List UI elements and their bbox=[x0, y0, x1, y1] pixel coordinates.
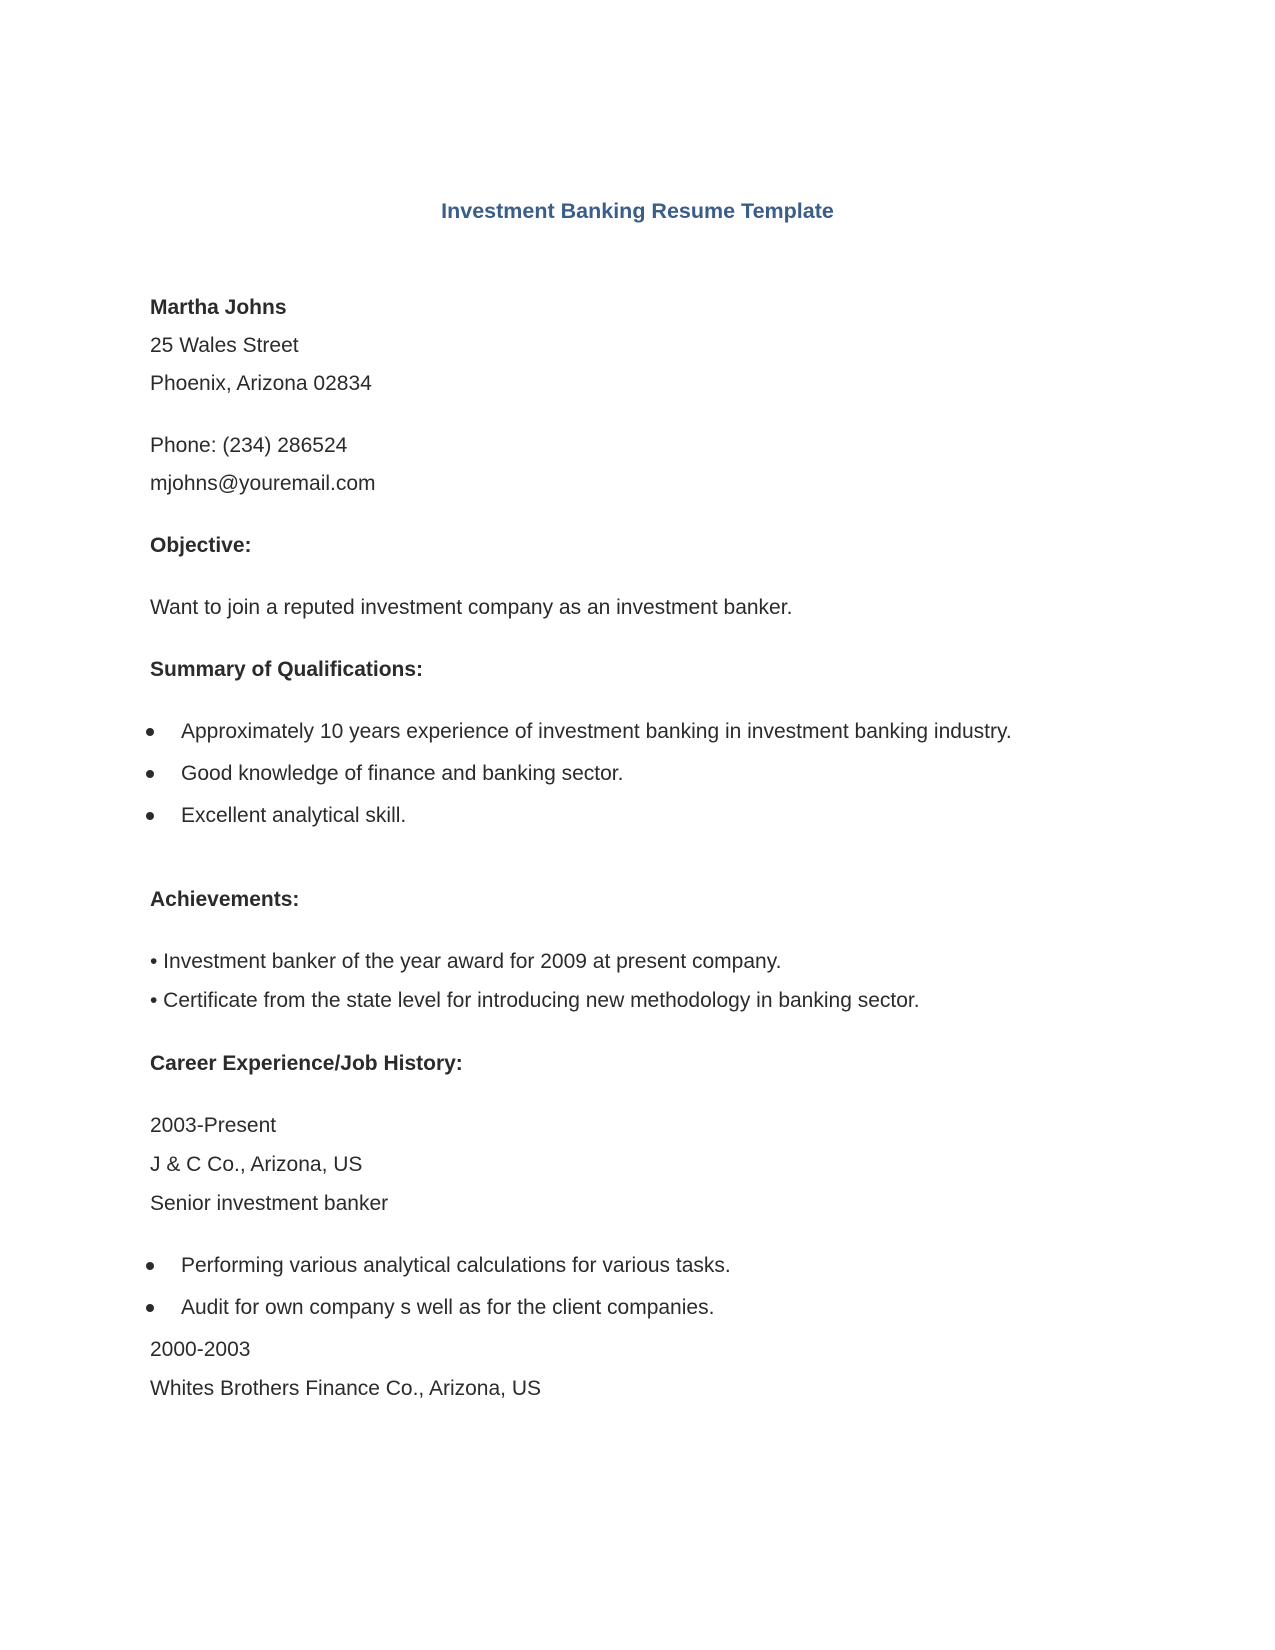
bullet-icon bbox=[146, 770, 154, 778]
qualification-item: Excellent analytical skill. bbox=[181, 804, 407, 827]
objective-text: Want to join a reputed investment company as an investment banker. bbox=[150, 596, 793, 619]
achievement-item: • Investment banker of the year award for 2009 at present company. bbox=[150, 950, 782, 973]
job-role: Senior investment banker bbox=[150, 1192, 389, 1215]
job-period: 2000-2003 bbox=[150, 1338, 251, 1361]
job-company: Whites Brothers Finance Co., Arizona, US bbox=[150, 1377, 541, 1400]
qualification-item: Good knowledge of finance and banking sector. bbox=[181, 762, 624, 785]
qualifications-heading: Summary of Qualifications: bbox=[150, 658, 424, 681]
career-heading: Career Experience/Job History: bbox=[150, 1052, 463, 1075]
objective-heading: Objective: bbox=[150, 534, 252, 557]
job-duty: Performing various analytical calculations for various tasks. bbox=[181, 1254, 731, 1277]
job-company: J & C Co., Arizona, US bbox=[150, 1153, 363, 1176]
achievements-heading: Achievements: bbox=[150, 888, 300, 911]
email-address: mjohns@youremail.com bbox=[150, 472, 376, 495]
address-street: 25 Wales Street bbox=[150, 334, 299, 357]
candidate-name: Martha Johns bbox=[150, 296, 287, 319]
bullet-icon bbox=[146, 812, 154, 820]
job-period: 2003-Present bbox=[150, 1114, 277, 1137]
achievement-item: • Certificate from the state level for introducing new methodology in banking sector. bbox=[150, 989, 920, 1012]
bullet-icon bbox=[146, 1304, 154, 1312]
phone-number: Phone: (234) 286524 bbox=[150, 434, 348, 457]
job-duty: Audit for own company s well as for the client companies. bbox=[181, 1296, 715, 1319]
bullet-icon bbox=[146, 728, 154, 736]
bullet-icon bbox=[146, 1262, 154, 1270]
qualification-item: Approximately 10 years experience of investment banking in investment banking industry. bbox=[181, 720, 1012, 743]
document-title: Investment Banking Resume Template bbox=[441, 199, 834, 223]
address-city: Phoenix, Arizona 02834 bbox=[150, 372, 372, 395]
